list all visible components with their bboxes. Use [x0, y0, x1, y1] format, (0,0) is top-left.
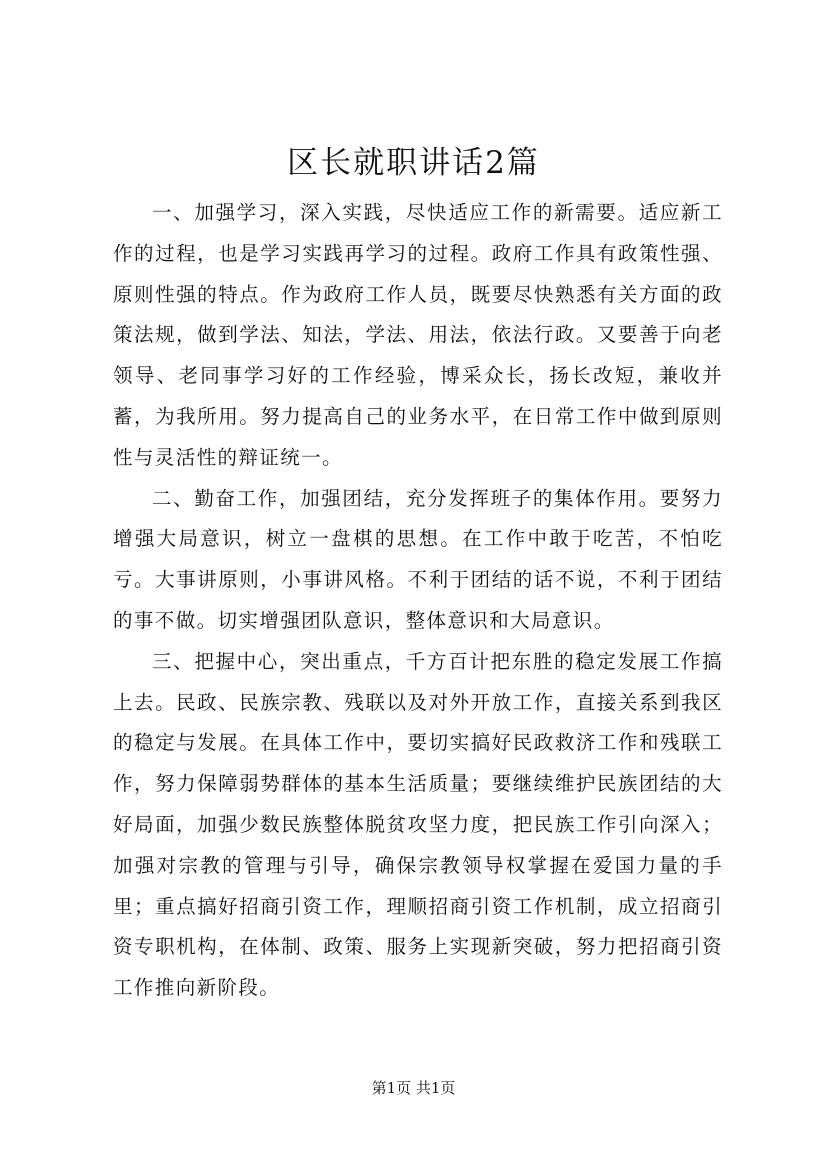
paragraph-2: 二、勤奋工作，加强团结，充分发挥班子的集体作用。要努力增强大局意识，树立一盘棋的思想。在工作中敢于吃苦，不怕吃亏。大事讲原则，小事讲风格。不利于团结的话不说，不利于团结的事不做。切实增强团队意识，整体意识和大局意识。 [113, 486, 723, 632]
document-title: 区长就职讲话2篇 [287, 145, 540, 181]
paragraph-1: 一、加强学习，深入实践，尽快适应工作的新需要。适应新工作的过程，也是学习实践再学习的过程。政府工作具有政策性强、原则性强的特点。作为政府工作人员，既要尽快熟悉有关方面的政策法规，做到学法、知法，学法、用法，依法行政。又要善于向老领导、老同事学习好的工作经验，博采众长，扬长改短，兼收并蓄，为我所用。努力提高自己的业务水平，在日常工作中做到原则性与灵活性的辩证统一。 [113, 201, 723, 469]
paragraph-3: 三、把握中心，突出重点，千方百计把东胜的稳定发展工作搞上去。民政、民族宗教、残联以及对外开放工作，直接关系到我区的稳定与发展。在具体工作中，要切实搞好民政救济工作和残联工作，努力保障弱势群体的基本生活质量；要继续维护民族团结的大好局面，加强少数民族整体脱贫攻坚力度，把民族工作引向深入；加强对宗教的管理与引导，确保宗教领导权掌握在爱国力量的手里；重点搞好招商引资工作，理顺招商引资工作机制，成立招商引资专职机构，在体制、政策、服务上实现新突破，努力把招商引资工作推向新阶段。 [113, 649, 723, 1000]
page-footer: 第1页 共1页 [371, 1079, 456, 1097]
document-body [113, 193, 723, 1009]
